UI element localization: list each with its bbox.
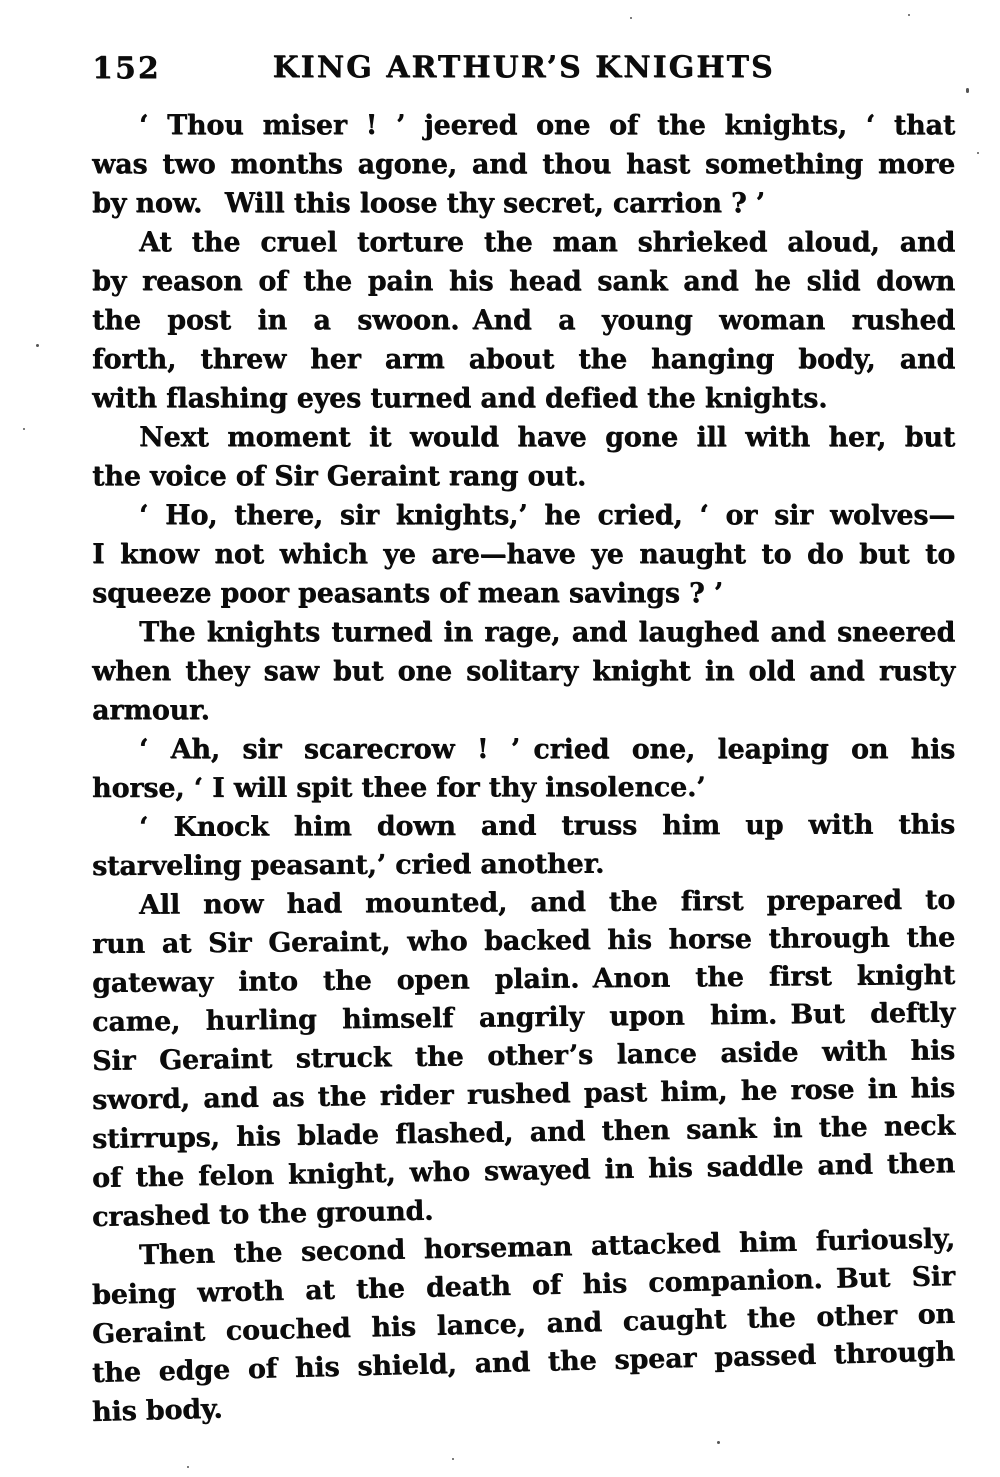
text-line: Geraint couched his lance, and caught the other on <box>91 1298 956 1350</box>
text-line: All now had mounted, and the first prepared to <box>138 884 956 921</box>
text-line: sword, and as the rider rushed past him, he rose in his <box>91 1072 956 1116</box>
scan-speck <box>966 88 969 93</box>
text-line: I know not which ye are—have ye naught to do but to <box>92 539 955 570</box>
text-line: The knights turned in rage, and laughed and sneered <box>139 617 955 648</box>
text-line: ‘ Ho, there, sir knights,’ he cried, ‘ or sir wolves— <box>139 500 955 531</box>
text-line: Sir Geraint struck the other’s lance aside with his <box>91 1035 956 1077</box>
text-line: the edge of his shield, and the spear passed through <box>91 1336 956 1389</box>
text-line: came, hurling himself angrily upon him. But deftly <box>91 997 956 1038</box>
text-line: was two months agone, and thou hast something more <box>92 149 955 180</box>
scan-speck <box>23 428 25 430</box>
text-line: by now. Will this loose thy secret, carrion ? ’ <box>92 188 765 219</box>
text-line: ‘ Thou miser ! ’ jeered one of the knights, ‘ that <box>139 110 955 141</box>
scan-speck <box>977 152 979 154</box>
text-line: horse, ‘ I will spit thee for thy insolence.’ <box>91 772 706 804</box>
text-line: of the felon knight, who swayed in his saddle and then <box>91 1148 956 1194</box>
running-title: KING ARTHUR’S KNIGHTS <box>272 50 775 85</box>
scan-speck <box>630 17 632 19</box>
scan-speck <box>908 14 910 16</box>
text-line: when they saw but one solitary knight in old and rusty <box>92 656 955 687</box>
scan-speck <box>452 1458 454 1460</box>
page-header <box>92 50 955 88</box>
text-line: crashed to the ground. <box>91 1195 434 1233</box>
text-line: his body. <box>91 1393 223 1428</box>
text-line: stirrups, his blade flashed, and then sank in the neck <box>91 1110 956 1155</box>
page-number: 152 <box>92 51 161 86</box>
text-line: squeeze poor peasants of mean savings ? ’ <box>92 578 723 609</box>
text-line: starveling peasant,’ cried another. <box>91 848 605 882</box>
text-line: with flashing eyes turned and defied the knights. <box>92 383 828 414</box>
scan-speck <box>36 344 39 347</box>
text-line: ‘ Knock him down and truss him up with this <box>138 809 956 843</box>
text-body <box>92 106 955 1432</box>
scan-speck <box>187 1466 189 1468</box>
text-line: ‘ Ah, sir scarecrow ! ’ cried one, leaping on his <box>139 734 955 765</box>
text-line: being wroth at the death of his companion. But Sir <box>91 1261 956 1311</box>
text-line: gateway into the open plain. Anon the first knight <box>91 959 956 999</box>
text-line: Then the second horseman attacked him furiously, <box>138 1223 956 1272</box>
text-line: forth, threw her arm about the hanging body, and <box>92 344 955 375</box>
text-line: the voice of Sir Geraint rang out. <box>92 461 587 492</box>
text-line: Next moment it would have gone ill with her, but <box>139 422 955 453</box>
text-line: the post in a swoon. And a young woman rushed <box>92 305 955 336</box>
text-line: At the cruel torture the man shrieked aloud, and <box>139 227 955 258</box>
text-line: by reason of the pain his head sank and he slid down <box>92 266 955 297</box>
scan-speck <box>717 1441 720 1444</box>
text-line: armour. <box>92 695 210 726</box>
text-line: run at Sir Geraint, who backed his horse through the <box>91 922 956 960</box>
